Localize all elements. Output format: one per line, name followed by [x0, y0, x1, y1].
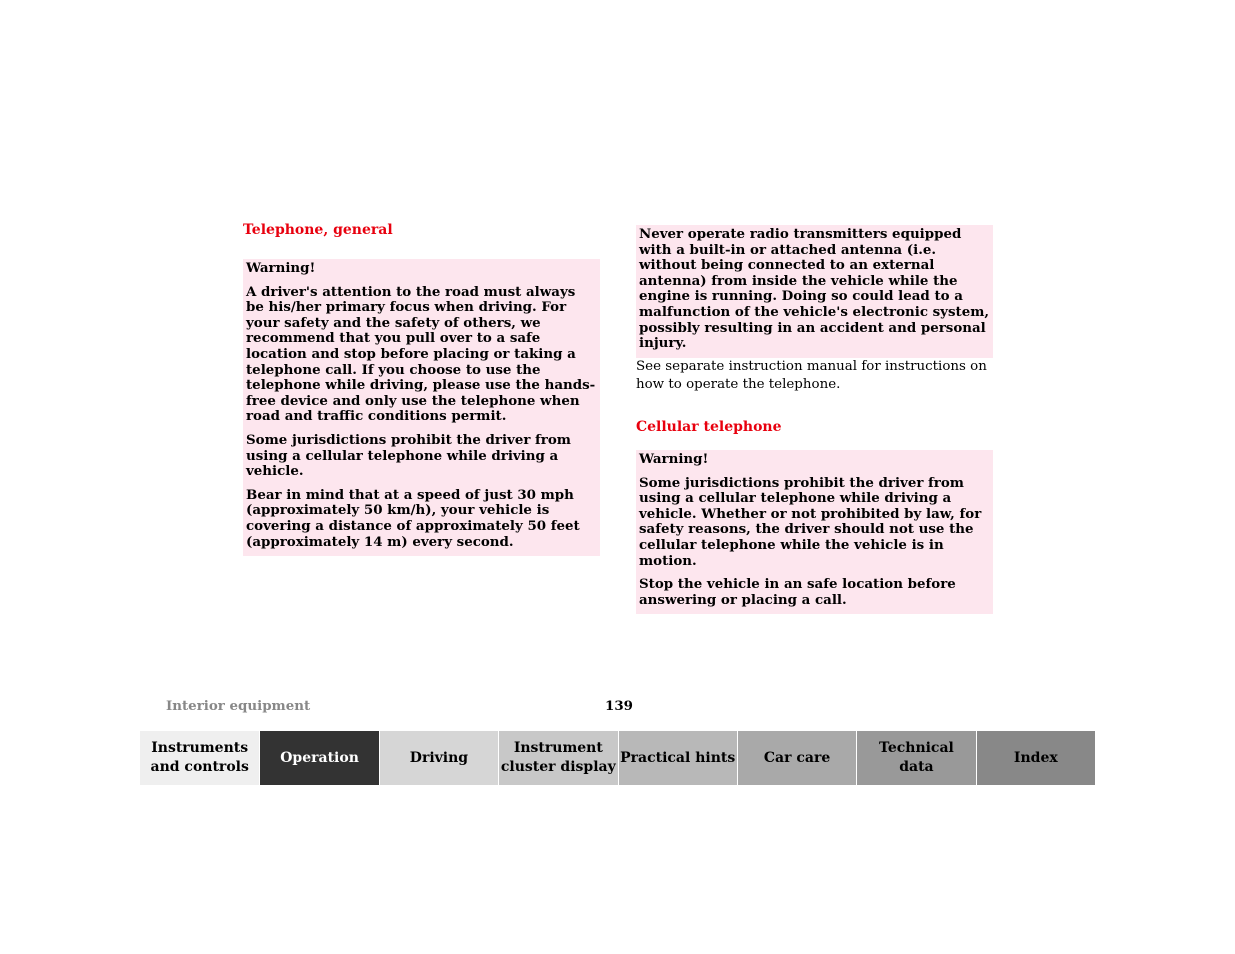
warning-paragraph: Stop the vehicle in an safe location before answering or placing a call.	[639, 576, 956, 608]
tab-operation[interactable]: Operation	[259, 731, 378, 785]
warning-title: Warning!	[246, 260, 316, 276]
footer-section-title: Interior equipment	[166, 698, 311, 714]
warning-paragraph: A driver's attention to the road must always be his/her primary focus when driving. For your safety and the safety of others, we recommend that you pull over to a safe location and stop before placing or taking a telephone call. If you choose to use the telephone while driving, please use the hands-free device and only use the telephone when road and traffic conditions permit.	[246, 283, 596, 425]
warning-paragraph: Some jurisdictions prohibit the driver from using a cellular telephone while driving a vehicle. Whether or not prohibited by law, for safety reasons, the driver should not use the cellular telephone while the vehicle is in motion.	[639, 474, 982, 569]
tab-car-care[interactable]: Car care	[737, 731, 856, 785]
tab-instruments-and-controls[interactable]: Instruments and controls	[140, 731, 259, 785]
notice-box-radio-transmitters	[636, 225, 993, 358]
tab-technical-data[interactable]: Technical data	[856, 731, 975, 785]
notice-paragraph: Never operate radio transmitters equipped with a built-in or attached antenna (i.e. without being connected to an external antenna) from inside the vehicle while the engine is running. Doing so could lead to a malfunction of the vehicle's electronic system, possibly resulting in an accident and personal injury.	[639, 226, 990, 352]
warning-title: Warning!	[639, 451, 709, 467]
section-heading-telephone-general: Telephone, general	[243, 222, 393, 238]
body-text-instruction-manual: See separate instruction manual for instructions on how to operate the telephone.	[636, 359, 987, 392]
warning-paragraph: Some jurisdictions prohibit the driver from using a cellular telephone while driving a vehicle.	[246, 431, 571, 480]
tab-practical-hints[interactable]: Practical hints	[618, 731, 737, 785]
warning-paragraph: Bear in mind that at a speed of just 30 mph (approximately 50 km/h), your vehicle is covering a distance of approximately 50 feet (approximately 14 m) every second.	[246, 486, 580, 550]
tab-driving[interactable]: Driving	[379, 731, 498, 785]
section-heading-cellular-telephone: Cellular telephone	[636, 419, 782, 435]
warning-box-telephone-general	[243, 259, 600, 556]
tab-index[interactable]: Index	[976, 731, 1095, 785]
chapter-tab-bar	[140, 731, 1095, 785]
tab-instrument-cluster-display[interactable]: Instrument cluster display	[498, 731, 617, 785]
warning-box-cellular-telephone	[636, 450, 993, 614]
page-number: 139	[605, 698, 633, 714]
